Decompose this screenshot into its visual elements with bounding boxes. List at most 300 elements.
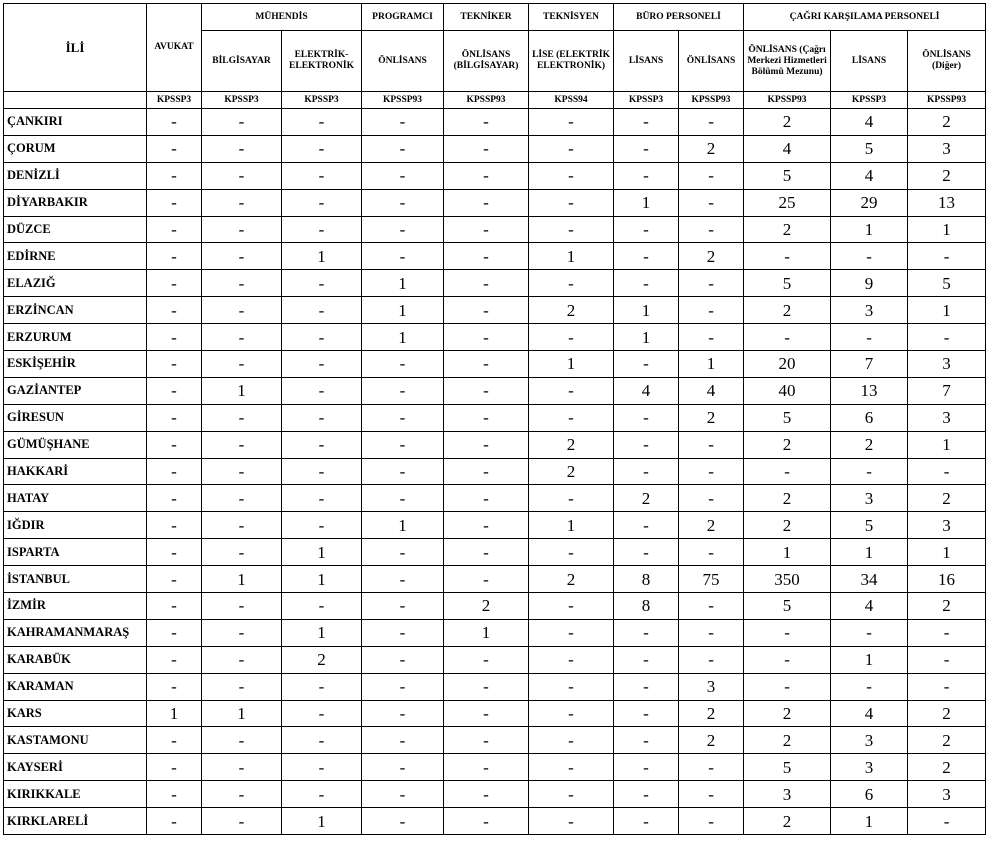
quota-cell: - xyxy=(529,754,614,781)
quota-cell: - xyxy=(362,109,444,136)
quota-cell: - xyxy=(908,324,986,351)
quota-cell: 2 xyxy=(744,485,831,512)
table-row xyxy=(4,404,986,431)
quota-cell: - xyxy=(362,727,444,754)
table-row xyxy=(4,700,986,727)
quota-cell: - xyxy=(202,404,282,431)
quota-cell: 1 xyxy=(282,243,362,270)
table-row xyxy=(4,377,986,404)
province-name: İSTANBUL xyxy=(4,566,147,593)
cagri-header: ÇAĞRI KARŞILAMA PERSONELİ xyxy=(744,4,986,31)
quota-cell: 2 xyxy=(744,808,831,835)
quota-cell: - xyxy=(147,297,202,324)
province-name: GİRESUN xyxy=(4,404,147,431)
quota-cell: 2 xyxy=(744,109,831,136)
quota-cell: - xyxy=(529,619,614,646)
table-row xyxy=(4,512,986,539)
quota-cell: 6 xyxy=(831,781,908,808)
quota-cell: 1 xyxy=(362,270,444,297)
quota-cell: 3 xyxy=(831,485,908,512)
quota-cell: - xyxy=(529,781,614,808)
quota-cell: 3 xyxy=(908,135,986,162)
quota-cell: - xyxy=(444,781,529,808)
quota-cell: - xyxy=(282,781,362,808)
quota-cell: 1 xyxy=(614,189,679,216)
quota-cell: - xyxy=(529,189,614,216)
quota-cell: 2 xyxy=(679,700,744,727)
quota-cell: - xyxy=(362,243,444,270)
quota-cell: - xyxy=(202,135,282,162)
quota-cell: - xyxy=(831,673,908,700)
quota-cell: - xyxy=(282,700,362,727)
quota-cell: - xyxy=(444,216,529,243)
quota-cell: 4 xyxy=(614,377,679,404)
quota-cell: - xyxy=(147,512,202,539)
quota-cell: 1 xyxy=(529,243,614,270)
quota-cell: 2 xyxy=(529,297,614,324)
kpss-code: KPSSP93 xyxy=(679,92,744,109)
table-row xyxy=(4,135,986,162)
province-name: KARAMAN xyxy=(4,673,147,700)
quota-cell: - xyxy=(679,109,744,136)
quota-cell: - xyxy=(362,539,444,566)
province-name: ELAZIĞ xyxy=(4,270,147,297)
quota-cell: 1 xyxy=(282,808,362,835)
quota-cell: 1 xyxy=(147,700,202,727)
quota-cell: 1 xyxy=(529,512,614,539)
kpss-code: KPSSP3 xyxy=(147,92,202,109)
quota-cell: - xyxy=(147,727,202,754)
quota-cell: - xyxy=(529,673,614,700)
quota-cell: - xyxy=(362,673,444,700)
quota-cell: - xyxy=(147,135,202,162)
province-name: ÇORUM xyxy=(4,135,147,162)
quota-cell: 4 xyxy=(831,593,908,620)
quota-cell: - xyxy=(679,270,744,297)
quota-cell: - xyxy=(529,808,614,835)
teknisyen-header: TEKNİSYEN xyxy=(529,4,614,31)
province-name: ERZİNCAN xyxy=(4,297,147,324)
quota-cell: - xyxy=(831,324,908,351)
quota-cell: - xyxy=(908,243,986,270)
quota-cell: 2 xyxy=(908,727,986,754)
quota-cell: - xyxy=(362,216,444,243)
quota-cell: - xyxy=(282,431,362,458)
table-row xyxy=(4,243,986,270)
table-row xyxy=(4,673,986,700)
quota-cell: - xyxy=(444,727,529,754)
quota-cell: - xyxy=(362,808,444,835)
quota-cell: 5 xyxy=(744,754,831,781)
quota-cell: 1 xyxy=(529,351,614,378)
quota-cell: - xyxy=(444,324,529,351)
province-name: KAHRAMANMARAŞ xyxy=(4,619,147,646)
quota-cell: - xyxy=(362,781,444,808)
quota-cell: - xyxy=(908,673,986,700)
quota-cell: 4 xyxy=(831,162,908,189)
quota-cell: 1 xyxy=(744,539,831,566)
quota-cell: - xyxy=(282,593,362,620)
quota-cell: - xyxy=(362,593,444,620)
quota-cell: - xyxy=(908,458,986,485)
quota-cell: - xyxy=(147,109,202,136)
quota-cell: 3 xyxy=(679,673,744,700)
quota-cell: - xyxy=(444,808,529,835)
table-row xyxy=(4,619,986,646)
quota-cell: - xyxy=(362,431,444,458)
quota-cell: - xyxy=(282,297,362,324)
quota-cell: - xyxy=(444,109,529,136)
quota-cell: - xyxy=(679,485,744,512)
quota-cell: - xyxy=(744,646,831,673)
quota-cell: - xyxy=(202,727,282,754)
province-name: KAYSERİ xyxy=(4,754,147,781)
quota-cell: - xyxy=(282,754,362,781)
quota-cell: - xyxy=(679,593,744,620)
quota-cell: - xyxy=(147,324,202,351)
province-name: IĞDIR xyxy=(4,512,147,539)
quota-cell: 5 xyxy=(831,135,908,162)
quota-cell: - xyxy=(744,458,831,485)
kpss-row xyxy=(4,92,986,109)
quota-cell: - xyxy=(147,754,202,781)
quota-cell: 2 xyxy=(908,485,986,512)
table-row xyxy=(4,539,986,566)
quota-cell: - xyxy=(147,216,202,243)
quota-cell: - xyxy=(147,593,202,620)
quota-cell: - xyxy=(614,781,679,808)
quota-cell: 1 xyxy=(202,377,282,404)
province-name: KIRKLARELİ xyxy=(4,808,147,835)
quota-cell: - xyxy=(444,404,529,431)
quota-cell: - xyxy=(202,351,282,378)
quota-cell: - xyxy=(614,673,679,700)
quota-cell: - xyxy=(444,512,529,539)
quota-cell: 2 xyxy=(679,404,744,431)
quota-cell: 2 xyxy=(679,727,744,754)
quota-cell: 1 xyxy=(831,646,908,673)
quota-cell: 2 xyxy=(679,135,744,162)
province-name: İZMİR xyxy=(4,593,147,620)
quota-cell: 2 xyxy=(908,700,986,727)
quota-cell: - xyxy=(614,404,679,431)
province-name: KARABÜK xyxy=(4,646,147,673)
quota-cell: - xyxy=(362,351,444,378)
kpss-blank xyxy=(4,92,147,109)
quota-cell: - xyxy=(679,754,744,781)
quota-cell: - xyxy=(744,619,831,646)
quota-cell: - xyxy=(529,485,614,512)
quota-cell: 4 xyxy=(831,109,908,136)
quota-cell: - xyxy=(282,270,362,297)
province-name: HAKKARİ xyxy=(4,458,147,485)
quota-cell: 1 xyxy=(831,539,908,566)
quota-cell: - xyxy=(679,324,744,351)
quota-cell: - xyxy=(147,458,202,485)
table-row xyxy=(4,566,986,593)
quota-cell: - xyxy=(614,243,679,270)
quota-cell: - xyxy=(679,458,744,485)
quota-cell: - xyxy=(444,431,529,458)
quota-cell: - xyxy=(529,162,614,189)
quota-cell: - xyxy=(282,512,362,539)
table-row xyxy=(4,754,986,781)
quota-cell: 6 xyxy=(831,404,908,431)
quota-cell: 2 xyxy=(529,431,614,458)
province-name: HATAY xyxy=(4,485,147,512)
table-row xyxy=(4,781,986,808)
quota-cell: 2 xyxy=(831,431,908,458)
quota-cell: - xyxy=(362,646,444,673)
province-name: KARS xyxy=(4,700,147,727)
quota-cell: - xyxy=(282,485,362,512)
sub-cagri-onlisans: ÖNLİSANS (Çağrı Merkezi Hizmetleri Bölümü Mezunu) xyxy=(744,31,831,92)
province-name: ERZURUM xyxy=(4,324,147,351)
programci-header: PROGRAMCI xyxy=(362,4,444,31)
quota-cell: - xyxy=(202,808,282,835)
table-row xyxy=(4,727,986,754)
quota-cell: - xyxy=(282,377,362,404)
quota-cell: - xyxy=(679,431,744,458)
quota-cell: - xyxy=(679,619,744,646)
quota-cell: - xyxy=(444,377,529,404)
quota-cell: - xyxy=(679,781,744,808)
quota-cell: - xyxy=(908,646,986,673)
province-name: ISPARTA xyxy=(4,539,147,566)
quota-cell: 16 xyxy=(908,566,986,593)
table-row xyxy=(4,485,986,512)
quota-cell: - xyxy=(679,297,744,324)
quota-cell: 2 xyxy=(744,216,831,243)
quota-cell: - xyxy=(444,646,529,673)
quota-cell: - xyxy=(529,377,614,404)
quota-cell: 3 xyxy=(908,404,986,431)
quota-cell: 5 xyxy=(744,593,831,620)
quota-cell: - xyxy=(202,539,282,566)
quota-cell: 4 xyxy=(744,135,831,162)
quota-cell: - xyxy=(614,754,679,781)
quota-cell: - xyxy=(362,700,444,727)
table-row xyxy=(4,324,986,351)
table-body xyxy=(4,109,986,835)
quota-cell: - xyxy=(147,673,202,700)
quota-cell: 1 xyxy=(908,297,986,324)
quota-cell: - xyxy=(614,512,679,539)
quota-cell: - xyxy=(679,189,744,216)
muhendis-header: MÜHENDİS xyxy=(202,4,362,31)
quota-cell: - xyxy=(529,539,614,566)
quota-cell: - xyxy=(444,566,529,593)
quota-cell: - xyxy=(147,377,202,404)
quota-cell: 3 xyxy=(908,781,986,808)
quota-cell: - xyxy=(444,243,529,270)
quota-cell: - xyxy=(202,619,282,646)
quota-cell: - xyxy=(679,162,744,189)
quota-cell: - xyxy=(614,458,679,485)
quota-cell: - xyxy=(908,619,986,646)
quota-cell: 7 xyxy=(831,351,908,378)
quota-cell: 7 xyxy=(908,377,986,404)
table-row xyxy=(4,297,986,324)
quota-cell: 2 xyxy=(679,243,744,270)
quota-cell: - xyxy=(679,808,744,835)
quota-cell: 2 xyxy=(744,297,831,324)
quota-cell: - xyxy=(202,189,282,216)
table-row xyxy=(4,808,986,835)
quota-cell: - xyxy=(744,673,831,700)
kpss-code: KPSS94 xyxy=(529,92,614,109)
quota-cell: - xyxy=(202,673,282,700)
quota-cell: - xyxy=(202,270,282,297)
quota-cell: - xyxy=(744,324,831,351)
quota-cell: 5 xyxy=(744,404,831,431)
quota-cell: - xyxy=(908,808,986,835)
table-row xyxy=(4,109,986,136)
quota-cell: - xyxy=(147,404,202,431)
province-name: KASTAMONU xyxy=(4,727,147,754)
quota-cell: - xyxy=(444,673,529,700)
quota-cell: - xyxy=(147,431,202,458)
quota-cell: - xyxy=(679,539,744,566)
kpss-code: KPSSP93 xyxy=(444,92,529,109)
kpss-code: KPSSP3 xyxy=(282,92,362,109)
quota-cell: - xyxy=(529,593,614,620)
province-name: GÜMÜŞHANE xyxy=(4,431,147,458)
quota-cell: - xyxy=(202,243,282,270)
quota-cell: - xyxy=(529,270,614,297)
quota-cell: - xyxy=(282,216,362,243)
quota-cell: 1 xyxy=(282,539,362,566)
quota-cell: - xyxy=(444,270,529,297)
quota-cell: 4 xyxy=(679,377,744,404)
quota-cell: - xyxy=(444,700,529,727)
quota-cell: - xyxy=(529,135,614,162)
province-name: EDİRNE xyxy=(4,243,147,270)
quota-cell: - xyxy=(147,646,202,673)
sub-tekniker-onlisans: ÖNLİSANS (BİLGİSAYAR) xyxy=(444,31,529,92)
quota-cell: 2 xyxy=(744,700,831,727)
quota-cell: 3 xyxy=(831,727,908,754)
quota-cell: - xyxy=(529,324,614,351)
province-name: ESKİŞEHİR xyxy=(4,351,147,378)
quota-cell: 13 xyxy=(831,377,908,404)
quota-cell: 2 xyxy=(908,593,986,620)
quota-cell: - xyxy=(147,539,202,566)
quota-cell: - xyxy=(614,216,679,243)
table-row xyxy=(4,593,986,620)
quota-cell: - xyxy=(831,243,908,270)
quota-cell: - xyxy=(614,646,679,673)
quota-cell: - xyxy=(529,109,614,136)
quota-cell: - xyxy=(282,135,362,162)
quota-cell: 1 xyxy=(362,324,444,351)
quota-cell: - xyxy=(202,458,282,485)
quota-cell: - xyxy=(202,431,282,458)
quota-cell: 1 xyxy=(202,700,282,727)
quota-cell: - xyxy=(147,189,202,216)
quota-cell: - xyxy=(614,539,679,566)
quota-cell: 1 xyxy=(831,808,908,835)
quota-cell: - xyxy=(614,808,679,835)
quota-cell: - xyxy=(444,351,529,378)
province-name: DENİZLİ xyxy=(4,162,147,189)
province-name: DÜZCE xyxy=(4,216,147,243)
quota-cell: 2 xyxy=(529,566,614,593)
kpss-code: KPSSP3 xyxy=(614,92,679,109)
quota-cell: - xyxy=(529,404,614,431)
quota-cell: 5 xyxy=(744,162,831,189)
quota-cell: 9 xyxy=(831,270,908,297)
sub-programci-onlisans: ÖNLİSANS xyxy=(362,31,444,92)
province-name: KIRIKKALE xyxy=(4,781,147,808)
quota-cell: 1 xyxy=(444,619,529,646)
province-header: İLİ xyxy=(4,4,147,92)
quota-cell: - xyxy=(202,754,282,781)
quota-cell: 29 xyxy=(831,189,908,216)
quota-cell: - xyxy=(614,700,679,727)
table-row xyxy=(4,270,986,297)
table-row xyxy=(4,162,986,189)
quota-cell: 1 xyxy=(614,324,679,351)
quota-cell: 8 xyxy=(614,593,679,620)
quota-cell: 2 xyxy=(908,109,986,136)
sub-buro-lisans: LİSANS xyxy=(614,31,679,92)
quota-cell: 350 xyxy=(744,566,831,593)
quota-cell: - xyxy=(614,109,679,136)
quota-cell: - xyxy=(147,619,202,646)
quota-cell: - xyxy=(614,135,679,162)
quota-cell: - xyxy=(444,539,529,566)
quota-cell: - xyxy=(362,619,444,646)
quota-cell: 2 xyxy=(908,754,986,781)
buro-header: BÜRO PERSONELİ xyxy=(614,4,744,31)
quota-cell: - xyxy=(282,189,362,216)
quota-cell: - xyxy=(282,458,362,485)
quota-cell: - xyxy=(282,727,362,754)
quota-cell: 1 xyxy=(908,539,986,566)
quota-cell: - xyxy=(444,162,529,189)
quota-cell: 2 xyxy=(744,727,831,754)
quota-cell: 1 xyxy=(282,566,362,593)
table-row xyxy=(4,216,986,243)
quota-cell: 1 xyxy=(908,216,986,243)
quota-cell: 1 xyxy=(362,512,444,539)
quota-cell: - xyxy=(147,270,202,297)
sub-bilgisayar: BİLGİSAYAR xyxy=(202,31,282,92)
quota-cell: 2 xyxy=(679,512,744,539)
quota-cell: - xyxy=(614,727,679,754)
sub-cagri-lisans: LİSANS xyxy=(831,31,908,92)
quota-cell: - xyxy=(147,162,202,189)
quota-cell: 3 xyxy=(831,754,908,781)
quota-cell: - xyxy=(202,512,282,539)
quota-cell: 1 xyxy=(362,297,444,324)
quota-cell: 2 xyxy=(529,458,614,485)
quota-cell: - xyxy=(614,619,679,646)
quota-cell: - xyxy=(282,351,362,378)
quota-cell: - xyxy=(679,216,744,243)
quota-cell: - xyxy=(202,109,282,136)
quota-cell: 3 xyxy=(744,781,831,808)
quota-cell: - xyxy=(444,754,529,781)
quota-cell: - xyxy=(744,243,831,270)
kpss-code: KPSSP93 xyxy=(744,92,831,109)
quota-cell: - xyxy=(362,377,444,404)
table-row xyxy=(4,646,986,673)
quota-cell: - xyxy=(529,700,614,727)
quota-cell: - xyxy=(831,619,908,646)
quota-cell: - xyxy=(202,485,282,512)
